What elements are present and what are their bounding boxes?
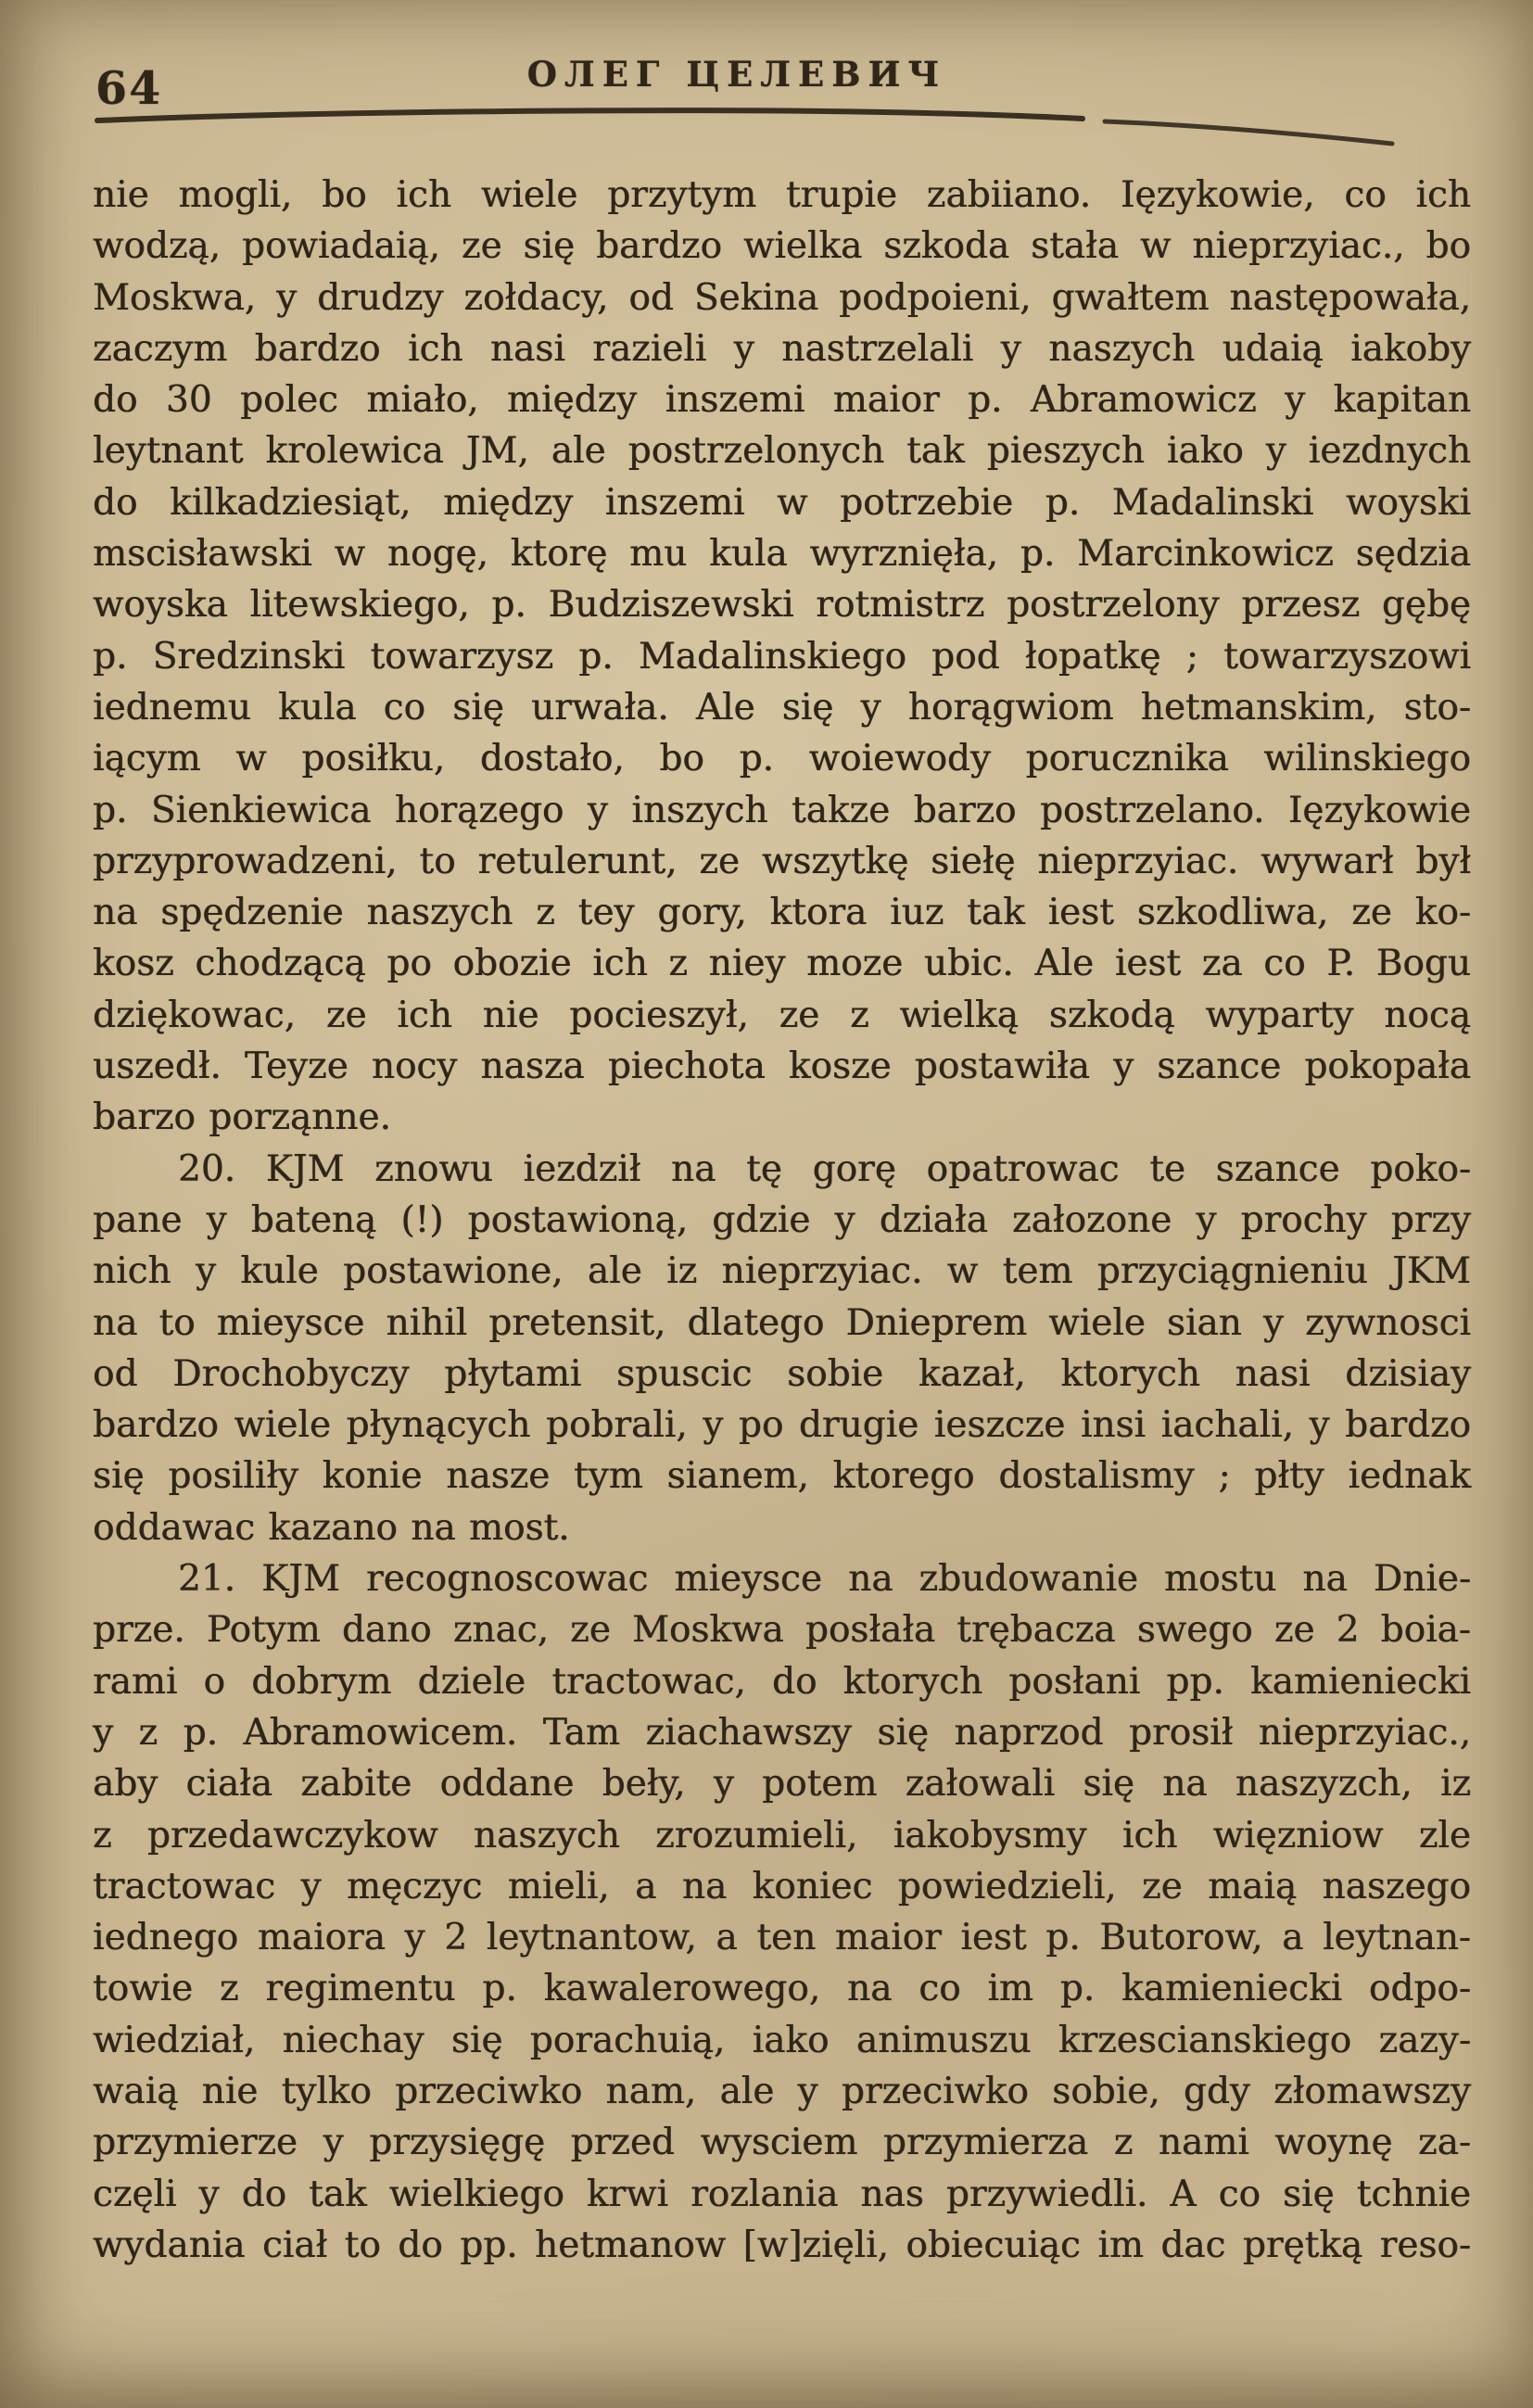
text-line: wydania ciał to do pp. hetmanow [w]zięli, obiecuiąc im dac prętką reso- — [93, 2224, 1471, 2266]
text-line: towie z regimentu p. kawalerowego, na co im p. kamieniecki odpo- — [93, 1968, 1471, 2010]
text-line: prze. Potym dano znac, ze Moskwa posłała trębacza swego ze 2 boia- — [93, 1609, 1471, 1652]
text-line: aby ciała zabite oddane beły, y potem załowali się na naszyzch, iz — [93, 1763, 1471, 1806]
text-line: do 30 polec miało, między inszemi maior p. Abramowicz y kapitan — [93, 379, 1471, 422]
text-line: do kilkadziesiąt, między inszemi w potrzebie p. Madalinski woyski — [93, 481, 1471, 524]
text-line: waią nie tylko przeciwko nam, ale y przeciwko sobie, gdy złomawszy — [93, 2070, 1471, 2112]
body-text — [93, 170, 1471, 2271]
text-line: leytnant krolewica JM, ale postrzelonych tak pieszych iako y iezdnych — [93, 430, 1471, 473]
page-number: 64 — [95, 61, 163, 115]
text-line: barzo porząnne. — [93, 1096, 391, 1139]
text-line: na spędzenie naszych z tey gory, ktora iuz tak iest szkodliwa, ze ko- — [93, 892, 1471, 934]
text-line: p. Sienkiewica horązego y inszych takze barzo postrzelano. Ięzykowie — [93, 789, 1471, 831]
text-line: 20. KJM znowu iezdził na tę gorę opatrowac te szance poko- — [178, 1147, 1471, 1190]
text-line: iednego maiora y 2 leytnantow, a ten maior iest p. Butorow, a leytnan- — [93, 1917, 1471, 1959]
text-line: nich y kule postawione, ale iz nieprzyiac. w tem przyciągnieniu JKM — [93, 1250, 1471, 1293]
text-line: Moskwa, y drudzy zołdacy, od Sekina podpoieni, gwałtem następowała, — [93, 276, 1471, 319]
text-line: oddawac kazano na most. — [93, 1506, 570, 1549]
text-line: tractowac y męczyc mieli, a na koniec powiedzieli, ze maią naszego — [93, 1865, 1471, 1907]
text-line: na to mieysce nihil pretensit, dlatego Dnieprem wiele sian y zywnosci — [93, 1301, 1471, 1344]
text-line: rami o dobrym dziele tractowac, do ktorych posłani pp. kamieniecki — [93, 1660, 1471, 1703]
text-line: p. Sredzinski towarzysz p. Madalinskiego pod łopatkę ; towarzyszowi — [93, 635, 1471, 678]
text-line: z przedawczykow naszych zrozumieli, iakobysmy ich więzniow zle — [93, 1814, 1471, 1857]
text-line: iącym w posiłku, dostało, bo p. woiewody porucznika wilinskiego — [93, 738, 1471, 780]
text-line: iednemu kula co się urwała. Ale się y horągwiom hetmanskim, sto- — [93, 686, 1471, 729]
text-line: od Drochobyczy płytami spuscic sobie kazał, ktorych nasi dzisiay — [93, 1352, 1471, 1395]
text-line: przyprowadzeni, to retulerunt, ze wszytkę siełę nieprzyiac. wywarł był — [93, 840, 1471, 882]
text-line: pane y bateną (!) postawioną, gdzie y działa załozone y prochy przy — [93, 1198, 1471, 1241]
text-line: mscisławski w nogę, ktorę mu kula wyrznięła, p. Marcinkowicz sędzia — [93, 533, 1471, 576]
text-line: zaczym bardzo ich nasi razieli y nastrzelali y naszych udaią iakoby — [93, 327, 1471, 370]
text-line: y z p. Abramowicem. Tam ziachawszy się naprzod prosił nieprzyiac., — [93, 1711, 1471, 1754]
text-line: kosz chodzącą po obozie ich z niey moze ubic. Ale iest za co P. Bogu — [93, 943, 1471, 985]
text-line: uszedł. Teyze nocy nasza piechota kosze postawiła y szance pokopała — [93, 1046, 1471, 1088]
text-line: częli y do tak wielkiego krwi rozlania nas przywiedli. A co się tchnie — [93, 2173, 1471, 2215]
header-rule — [0, 93, 1533, 158]
page-header — [0, 0, 1533, 158]
text-line: przymierze y przysięgę przed wysciem przymierza z nami woynę za- — [93, 2122, 1471, 2164]
text-line: wiedział, niechay się porachuią, iako animuszu krzescianskiego zazy- — [93, 2019, 1471, 2061]
text-line: bardzo wiele płynących pobrali, y po drugie ieszcze insi iachali, y bardzo — [93, 1404, 1471, 1447]
running-header-title: ОЛЕГ ЦЕЛЕВИЧ — [526, 54, 947, 95]
text-line: dziękowac, ze ich nie pocieszył, ze z wielką szkodą wyparty nocą — [93, 994, 1471, 1036]
text-line: 21. KJM recognoscowac mieysce na zbudowanie mostu na Dnie- — [178, 1558, 1471, 1601]
text-line: wodzą, powiadaią, ze się bardzo wielka szkoda stała w nieprzyiac., bo — [93, 225, 1471, 268]
text-line: nie mogli, bo ich wiele przytym trupie zabiiano. Ięzykowie, co ich — [93, 174, 1471, 216]
text-line: się posiliły konie nasze tym sianem, ktorego dostalismy ; płty iednak — [93, 1455, 1471, 1498]
text-line: woyska litewskiego, p. Budziszewski rotmistrz postrzelony przesz gębę — [93, 584, 1471, 627]
